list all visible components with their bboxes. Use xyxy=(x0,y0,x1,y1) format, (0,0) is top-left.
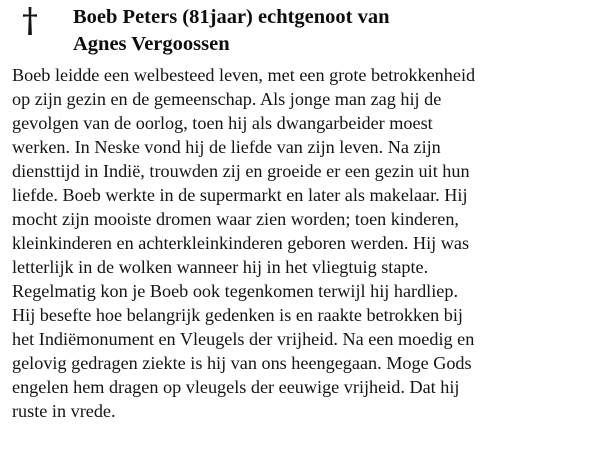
body-line: liefde. Boeb werkte in de supermarkt en later als makelaar. Hij xyxy=(12,185,468,205)
obituary-heading xyxy=(73,4,593,58)
body-line: werken. In Neske vond hij de liefde van zijn leven. Na zijn xyxy=(12,137,441,157)
obituary-body xyxy=(12,63,597,423)
body-line: Regelmatig kon je Boeb ook tegenkomen terwijl hij hardliep. xyxy=(12,281,458,301)
body-line: het Indiëmonument en Vleugels der vrijheid. Na een moedig en xyxy=(12,329,475,349)
body-line: gevolgen van de oorlog, toen hij als dwangarbeider moest xyxy=(12,113,433,133)
body-line: gelovig gedragen ziekte is hij van ons heengegaan. Moge Gods xyxy=(12,353,472,373)
body-line: Hij besefte hoe belangrijk gedenken is en raakte betrokken bij xyxy=(12,305,463,325)
body-line: Boeb leidde een welbesteed leven, met een grote betrokkenheid xyxy=(12,65,476,85)
body-line: engelen hem dragen op vleugels der eeuwige vrijheid. Dat hij xyxy=(12,377,460,397)
body-line: kleinkinderen en achterkleinkinderen geboren werden. Hij was xyxy=(12,233,470,253)
heading-line-spouse: Agnes Vergoossen xyxy=(73,33,230,55)
heading-line-name: Boeb Peters (81jaar) echtgenoot van xyxy=(73,6,390,28)
body-line: op zijn gezin en de gemeenschap. Als jonge man zag hij de xyxy=(12,89,442,109)
body-line: mocht zijn mooiste dromen waar zien worden; toen kinderen, xyxy=(12,209,459,229)
cross-icon xyxy=(20,6,40,36)
body-line: letterlijk in de wolken wanneer hij in het vliegtuig stapte. xyxy=(12,257,429,277)
body-line: ruste in vrede. xyxy=(12,401,116,421)
body-line: diensttijd in Indië, trouwden zij en groeide er een gezin uit hun xyxy=(12,161,470,181)
